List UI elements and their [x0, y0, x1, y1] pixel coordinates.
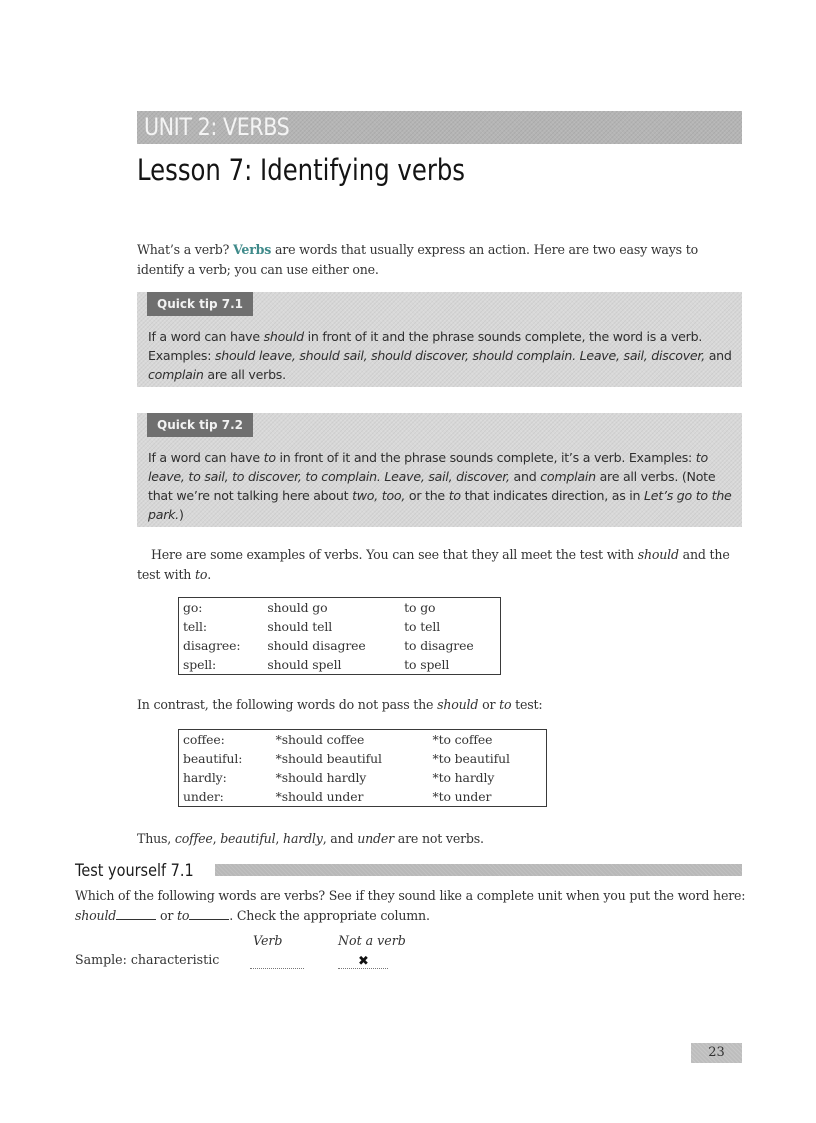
text: are all verbs. — [203, 367, 286, 382]
text: . Check the appropriate column. — [229, 908, 430, 923]
italic-word: beautiful — [220, 831, 276, 846]
should-cell: should go — [267, 600, 328, 615]
text: In contrast, the following words do not pass the — [137, 697, 438, 712]
to-cell: *to beautiful — [432, 751, 510, 766]
text: , — [212, 831, 221, 846]
contrast-paragraph — [137, 695, 747, 715]
table-row — [179, 617, 501, 636]
italic-text: to leave, to sail, to discover, to complain. Leave, sail, discover, — [148, 450, 708, 484]
italic-to: to — [195, 567, 208, 582]
italic-should: should — [75, 908, 117, 923]
italic-text: to — [263, 450, 276, 465]
text: and — [704, 348, 732, 363]
test-yourself-heading: Test yourself 7.1 — [75, 861, 194, 881]
italic-should: should — [637, 547, 679, 562]
text: are not verbs. — [393, 831, 484, 846]
text: . — [207, 567, 212, 582]
text: and — [509, 469, 541, 484]
should-cell: *should under — [275, 789, 364, 804]
italic-text: should — [263, 329, 304, 344]
text: If a word can have — [148, 329, 264, 344]
table-row — [179, 787, 547, 807]
italic-should: should — [437, 697, 479, 712]
verb-examples-table — [178, 597, 501, 675]
should-cell: *should coffee — [275, 732, 365, 747]
keyword-verbs: Verbs — [233, 242, 272, 257]
conclusion-paragraph — [137, 829, 747, 849]
intro-text-start: What’s a verb? — [137, 242, 234, 257]
table-row — [179, 749, 547, 768]
column-header-not-a-verb: Not a verb — [338, 933, 406, 948]
italic-text: complain — [148, 367, 204, 382]
test-instructions — [75, 886, 747, 926]
text: Which of the following words are verbs? See if they sound like a complete unit when you put the word here: — [75, 888, 746, 903]
word-cell: tell: — [183, 619, 207, 634]
text: test: — [511, 697, 543, 712]
text: Thus, — [137, 831, 175, 846]
x-mark-icon: ✖ — [358, 954, 369, 969]
word-cell: coffee: — [183, 732, 225, 747]
quick-tip-label: Quick tip 7.2 — [147, 413, 253, 437]
should-cell: should spell — [267, 657, 342, 672]
should-cell: *should hardly — [275, 770, 367, 785]
quick-tip-7-2 — [137, 413, 742, 527]
italic-word: hardly — [283, 831, 323, 846]
table-row — [179, 730, 547, 750]
table-row — [179, 768, 547, 787]
text: ) — [178, 507, 184, 522]
to-cell: *to under — [432, 789, 492, 804]
word-cell: hardly: — [183, 770, 227, 785]
blank-line — [189, 907, 229, 920]
italic-word: under — [357, 831, 394, 846]
should-cell: should tell — [267, 619, 333, 634]
table-row — [179, 636, 501, 655]
text: in front of it and the phrase sounds complete, it’s a verb. Examples: — [275, 450, 696, 465]
lesson-title: Lesson 7: Identifying verbs — [137, 153, 465, 187]
italic-word: coffee — [174, 831, 213, 846]
quick-tip-body — [148, 448, 734, 524]
text: and the test with — [137, 547, 730, 582]
should-cell: should disagree — [267, 638, 366, 653]
unit-banner — [137, 111, 742, 144]
to-cell: to go — [404, 600, 436, 615]
word-cell: spell: — [183, 657, 217, 672]
unit-title: UNIT 2: VERBS — [144, 113, 290, 141]
italic-to: to — [499, 697, 512, 712]
italic-text: should leave, should sail, should discover, should complain. Leave, sail, discover, — [214, 348, 705, 363]
to-cell: *to hardly — [432, 770, 495, 785]
italic-text: to — [448, 488, 461, 503]
quick-tip-label: Quick tip 7.1 — [147, 292, 253, 316]
text: or — [156, 908, 177, 923]
intro-paragraph — [137, 240, 747, 280]
to-cell: to disagree — [404, 638, 474, 653]
to-cell: to tell — [404, 619, 441, 634]
intro-text-end: are words that usually express an action. Here are two easy ways to identify a verb; you can use either one. — [137, 242, 698, 277]
column-header-verb: Verb — [253, 933, 283, 948]
italic-text: two, too, — [352, 488, 406, 503]
text: , — [275, 831, 284, 846]
word-cell: go: — [183, 600, 203, 615]
text: are all verbs. (Note that we’re not talking here about — [148, 469, 716, 503]
text: Here are some examples of verbs. You can see that they all meet the test with — [151, 547, 638, 562]
to-cell: to spell — [404, 657, 450, 672]
text: If a word can have — [148, 450, 264, 465]
table-row — [179, 598, 501, 618]
word-cell: disagree: — [183, 638, 241, 653]
word-cell: beautiful: — [183, 751, 243, 766]
text: that indicates direction, as in — [460, 488, 645, 503]
verb-answer-slot[interactable] — [250, 954, 304, 969]
text: in front of it and the phrase sounds complete, the word is a verb. Examples: — [148, 329, 703, 363]
text: or the — [405, 488, 449, 503]
word-cell: under: — [183, 789, 224, 804]
sample-word: Sample: characteristic — [75, 952, 220, 967]
heading-rule — [215, 864, 742, 876]
nonverb-examples-table — [178, 729, 547, 807]
table-row — [179, 655, 501, 675]
italic-text: Let’s go to the park. — [148, 488, 732, 522]
text: or — [478, 697, 500, 712]
italic-to: to — [176, 908, 190, 923]
should-cell: *should beautiful — [275, 751, 382, 766]
quick-tip-body — [148, 327, 734, 384]
blank-line — [116, 907, 156, 920]
text: , and — [322, 831, 358, 846]
page-number: 23 — [691, 1043, 742, 1063]
italic-text: complain — [540, 469, 596, 484]
quick-tip-7-1 — [137, 292, 742, 387]
examples-paragraph — [137, 545, 747, 585]
to-cell: *to coffee — [432, 732, 493, 747]
